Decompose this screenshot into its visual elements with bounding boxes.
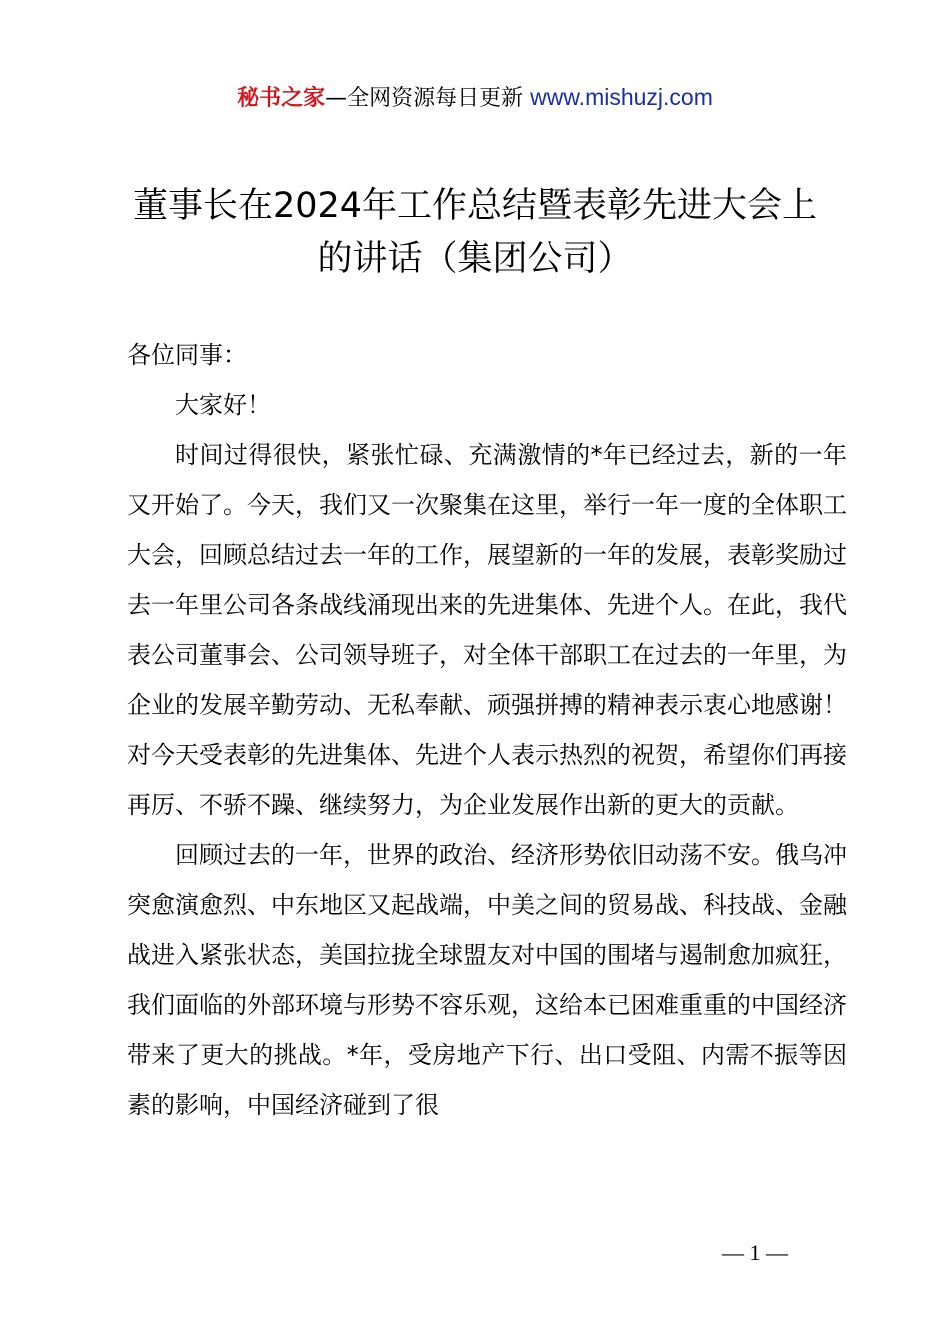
site-url-link[interactable]: www.mishuzj.com: [530, 84, 713, 110]
paragraph-greeting: 大家好！: [175, 391, 271, 419]
paragraph-review: 回顾过去的一年，世界的政治、经济形势依旧动荡不安。俄乌冲突愈演愈烈、中东地区又起战端，中美之间的贸易战、科技战、金融战进入紧张状态，美国拉拢全球盟友对中国的围堵与遏制愈加疯狂，我们面临的外部环境与形势不容乐观，这给本已困难重重的中国经济带来了更大的挑战。*年，受房地产下行、出口受阻、内需不振等因素的影响，中国经济碰到了很: [127, 841, 847, 1119]
paragraph-opening: 时间过得很快，紧张忙碌、充满激情的*年已经过去，新的一年又开始了。今天，我们又一次聚集在这里，举行一年一度的全体职工大会，回顾总结过去一年的工作，展望新的一年的发展，表彰奖励过去一年里公司各条战线涌现出来的先进集体、先进个人。在此，我代表公司董事会、公司领导班子，对全体干部职工在过去的一年里，为企业的发展辛勤劳动、无私奉献、顽强拼搏的精神表示衷心地感谢！对今天受表彰的先进集体、先进个人表示热烈的祝贺，希望你们再接再厉、不骄不躁、继续努力，为企业发展作出新的更大的贡献。: [127, 441, 847, 819]
title-line-1: 董事长在2024年工作总结暨表彰先进大会上: [132, 186, 818, 226]
header-tagline: —全网资源每日更新: [325, 86, 531, 111]
page-number: — 1 —: [722, 1240, 788, 1265]
brand-name: 秘书之家: [237, 86, 326, 111]
title-line-2: 的讲话（集团公司）: [317, 239, 633, 279]
document-body: [127, 330, 847, 1130]
salutation: 各位同事：: [127, 341, 247, 369]
document-title: [60, 180, 890, 286]
site-header: [0, 80, 950, 114]
